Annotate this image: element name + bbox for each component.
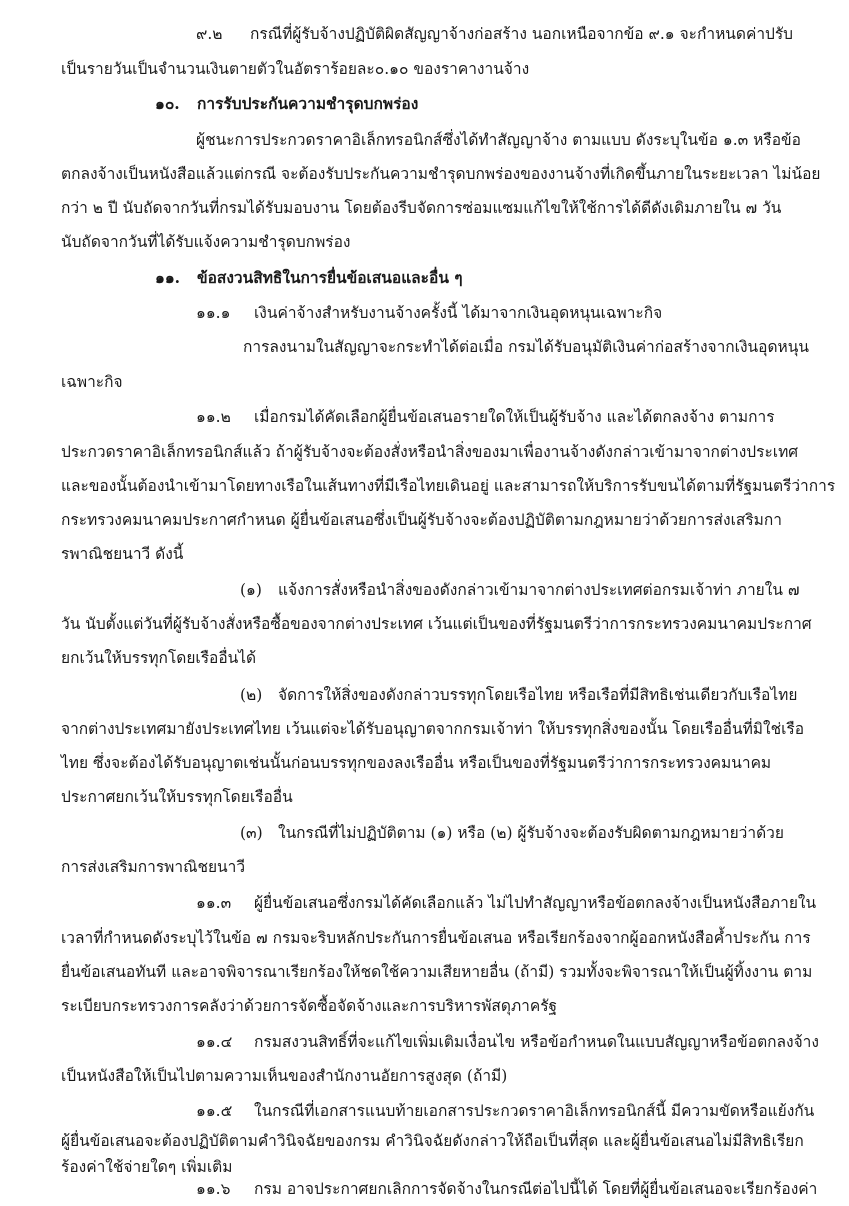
item-number: (๒)	[240, 686, 263, 704]
heading-text: การรับประกันความชำรุดบกพร่อง	[197, 94, 419, 113]
line: เวลาที่กำหนดดังระบุไว้ในข้อ ๗ กรมจะริบหลักประกันการยื่นข้อเสนอ หรือเรียกร้องจากผู้ออกหนังสือค้ำประกัน การ	[61, 929, 811, 947]
line: กระทรวงคมนาคมประกาศกำหนด ผู้ยื่นข้อเสนอซึ่งเป็นผู้รับจ้างจะต้องปฏิบัติตามกฎหมายว่าด้วยการส่งเสริมกา	[61, 511, 782, 529]
clause-number: ๑๑.๔	[196, 1033, 233, 1051]
line: เป็นหนังสือให้เป็นไปตามความเห็นของสำนักงานอัยการสูงสุด (ถ้ามี)	[61, 1067, 508, 1085]
line-text: ในกรณีที่ไม่ปฏิบัติตาม (๑) หรือ (๒) ผู้รับจ้างจะต้องรับผิดตามกฎหมายว่าด้วย	[278, 824, 784, 842]
clause-number: ๑๑.	[155, 268, 181, 287]
line: นับถัดจากวันที่ได้รับแจ้งความชำรุดบกพร่อง	[61, 233, 351, 251]
line-11-2	[196, 404, 775, 430]
heading-text: ข้อสงวนสิทธิในการยื่นข้อเสนอและอื่น ๆ	[197, 268, 463, 287]
clause-number: ๑๑.๖	[196, 1180, 231, 1198]
section-heading-11	[155, 265, 463, 291]
clause-number: ๑๑.๑	[196, 304, 231, 322]
line: กว่า ๒ ปี นับถัดจากวันที่กรมได้รับมอบงาน โดยต้องรีบจัดการซ่อมแซมแก้ไขให้ใช้การได้ดีดังเดิมภายใน ๗ วัน	[61, 199, 782, 217]
clause-number: ๑๑.๕	[196, 1102, 233, 1120]
line-11-4	[196, 1029, 819, 1055]
item-number: (๓)	[240, 824, 263, 842]
line: ระเบียบกระทรวงการคลังว่าด้วยการจัดซื้อจัดจ้างและการบริหารพัสดุภาครัฐ	[61, 997, 558, 1015]
line: รพาณิชยนาวี ดังนี้	[61, 545, 184, 563]
line: เฉพาะกิจ	[61, 373, 123, 391]
line: ผู้ยื่นข้อเสนอจะต้องปฏิบัติตามคำวินิจฉัยของกรม คำวินิจฉัยดังกล่าวให้ถือเป็นที่สุด และผู้ยื่นข้อเสนอไม่มีสิทธิเรียก	[61, 1132, 804, 1150]
line-11-6	[196, 1180, 818, 1198]
line-11-3	[196, 890, 817, 916]
clause-number: ๑๑.๒	[196, 408, 231, 426]
item-1	[240, 577, 800, 603]
line-text: กรมสงวนสิทธิ์ที่จะแก้ไขเพิ่มเติมเงื่อนไข หรือข้อกำหนดในแบบสัญญาหรือข้อตกลงจ้าง	[254, 1033, 819, 1051]
clause-number: ๙.๒	[196, 25, 223, 43]
line: ประกาศยกเว้นให้บรรทุกโดยเรืออื่น	[61, 788, 293, 806]
item-2	[240, 682, 798, 708]
line: การลงนามในสัญญาจะกระทำได้ต่อเมื่อ กรมได้รับอนุมัติเงินค่าก่อสร้างจากเงินอุดหนุน	[243, 338, 809, 356]
line-9-2	[196, 21, 794, 47]
line: ผู้ชนะการประกวดราคาอิเล็กทรอนิกส์ซึ่งได้ทำสัญญาจ้าง ตามแบบ ดังระบุในข้อ ๑.๓ หรือข้อ	[196, 131, 801, 149]
line: และของนั้นต้องนำเข้ามาโดยทางเรือในเส้นทางที่มีเรือไทยเดินอยู่ และสามารถให้บริการรับขนได้ตามที่รัฐมนตรีว่าการ	[61, 477, 836, 495]
clause-number: ๑๑.๓	[196, 894, 232, 912]
line-text: เมื่อกรมได้คัดเลือกผู้ยื่นข้อเสนอรายใดให้เป็นผู้รับจ้าง และได้ตกลงจ้าง ตามการ	[254, 408, 775, 426]
line: วัน นับตั้งแต่วันที่ผู้รับจ้างสั่งหรือซื้อของจากต่างประเทศ เว้นแต่เป็นของที่รัฐมนตรีว่าการกระทรวงคมนาคมประกาศ	[61, 615, 812, 633]
line: ตกลงจ้างเป็นหนังสือแล้วแต่กรณี จะต้องรับประกันความชำรุดบกพร่องของงานจ้างที่เกิดขึ้นภายในระยะเวลา ไม่น้อย	[61, 165, 821, 183]
section-heading-10	[155, 91, 418, 117]
line-text: ผู้ยื่นข้อเสนอซึ่งกรมได้คัดเลือกแล้ว ไม่ไปทำสัญญาหรือข้อตกลงจ้างเป็นหนังสือภายใน	[254, 894, 817, 912]
line-11-1	[196, 300, 662, 326]
line: ยื่นข้อเสนอทันที และอาจพิจารณาเรียกร้องให้ชดใช้ความเสียหายอื่น (ถ้ามี) รวมทั้งจะพิจารณาให้เป็นผู้ทิ้งงาน ตาม	[61, 963, 813, 981]
line-text: กรม อาจประกาศยกเลิกการจัดจ้างในกรณีต่อไปนี้ได้ โดยที่ผู้ยื่นข้อเสนอจะเรียกร้องค่า	[254, 1180, 818, 1198]
line-text: แจ้งการสั่งหรือนำสิ่งของดังกล่าวเข้ามาจากต่างประเทศต่อกรมเจ้าท่า ภายใน ๗	[278, 581, 800, 599]
line: เป็นรายวันเป็นจำนวนเงินตายตัวในอัตราร้อยละ๐.๑๐ ของราคางานจ้าง	[61, 60, 530, 78]
clause-number: ๑๐.	[155, 94, 180, 113]
line: ประกวดราคาอิเล็กทรอนิกส์แล้ว ถ้าผู้รับจ้างจะต้องสั่งหรือนำสิ่งของมาเพื่องานจ้างดังกล่าวเข้ามาจากต่างประเทศ	[61, 443, 799, 461]
line-text: เงินค่าจ้างสำหรับงานจ้างครั้งนี้ ได้มาจากเงินอุดหนุนเฉพาะกิจ	[254, 304, 663, 322]
item-3	[240, 820, 784, 846]
line-text: กรณีที่ผู้รับจ้างปฏิบัติผิดสัญญาจ้างก่อสร้าง นอกเหนือจากข้อ ๙.๑ จะกำหนดค่าปรับ	[250, 25, 794, 43]
line: ยกเว้นให้บรรทุกโดยเรืออื่นได้	[61, 649, 257, 667]
line-11-5	[196, 1098, 815, 1124]
line: ร้องค่าใช้จ่ายใดๆ เพิ่มเติม	[61, 1158, 233, 1176]
item-number: (๑)	[240, 581, 262, 599]
line: การส่งเสริมการพาณิชยนาวี	[61, 858, 246, 876]
line: จากต่างประเทศมายังประเทศไทย เว้นแต่จะได้รับอนุญาตจากกรมเจ้าท่า ให้บรรทุกสิ่งของนั้น โดยเรืออื่นที่มิใช่เรือ	[61, 720, 805, 738]
line-text: จัดการให้สิ่งของดังกล่าวบรรทุกโดยเรือไทย หรือเรือที่มีสิทธิเช่นเดียวกับเรือไทย	[278, 686, 798, 704]
line-text: ในกรณีที่เอกสารแนบท้ายเอกสารประกวดราคาอิเล็กทรอนิกส์นี้ มีความขัดหรือแย้งกัน	[254, 1102, 815, 1120]
line: ไทย ซึ่งจะต้องได้รับอนุญาตเช่นนั้นก่อนบรรทุกของลงเรืออื่น หรือเป็นของที่รัฐมนตรีว่าการกระทรวงคมนาคม	[61, 754, 772, 772]
